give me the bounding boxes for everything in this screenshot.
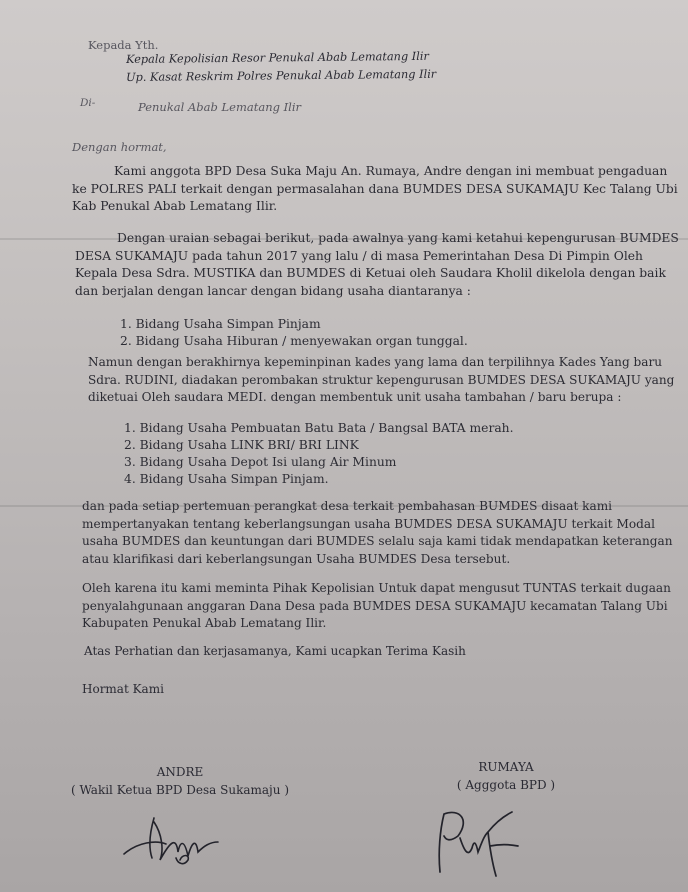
greeting: Dengan hormat, bbox=[72, 140, 167, 154]
signer-left-name: ANDRE bbox=[156, 765, 204, 779]
business-list-2 bbox=[124, 420, 513, 488]
paragraph-5-line: Kabupaten Penukal Abab Lematang Ilir. bbox=[82, 616, 327, 630]
signer-right-role: ( Agggota BPD ) bbox=[456, 778, 556, 792]
di-label: Di- bbox=[80, 97, 96, 109]
paragraph-5-line: Oleh karena itu kami meminta Pihak Kepolisian Untuk dapat mengusut TUNTAS terkait dugaan bbox=[82, 581, 671, 595]
paragraph-4-line: usaha BUMDES dan keuntungan dari BUMDES selalu saja kami tidak mendapatkan keterangan bbox=[82, 534, 673, 548]
to-label: Kepada Yth. bbox=[88, 38, 159, 52]
paragraph-1-line: Kami anggota BPD Desa Suka Maju An. Rumaya, Andre dengan ini membuat pengaduan bbox=[114, 164, 668, 178]
paragraph-4 bbox=[82, 498, 673, 568]
business-list-1 bbox=[120, 316, 468, 350]
paragraph-2-line: Kepala Desa Sdra. MUSTIKA dan BUMDES di Ketuai oleh Saudara Kholil dikelola dengan baik bbox=[75, 266, 666, 280]
paragraph-3-line: Namun dengan berakhirnya kepeminpinan kades yang lama dan terpilihnya Kades Yang baru bbox=[88, 355, 663, 369]
left-signature-image bbox=[118, 812, 228, 872]
paragraph-2-line: DESA SUKAMAJU pada tahun 2017 yang lalu / di masa Pemerintahan Desa Di Pimpin Oleh bbox=[75, 248, 643, 263]
paragraph-4-line: mempertanyakan tentang keberlangsungan usaha BUMDES DESA SUKAMAJU terkait Modal bbox=[82, 516, 655, 531]
list-item: 2. Bidang Usaha Hiburan / menyewakan organ tunggal. bbox=[120, 334, 468, 348]
list-item: 2. Bidang Usaha LINK BRI/ BRI LINK bbox=[124, 438, 359, 452]
paragraph-2-line: Dengan uraian sebagai berikut, pada awalnya yang kami ketahui kepengurusan BUMDES bbox=[117, 231, 679, 245]
recipient-line-1: Kepala Kepolisian Resor Penukal Abab Lematang Ilir bbox=[126, 49, 429, 66]
paragraph-1 bbox=[72, 163, 678, 216]
paragraph-2-line: dan berjalan dengan lancar dengan bidang usaha diantaranya : bbox=[75, 283, 471, 298]
paragraph-1-line: ke POLRES PALI terkait dengan permasalahan dana BUMDES DESA SUKAMAJU Kec Talang Ubi bbox=[72, 181, 678, 196]
paragraph-4-line: dan pada setiap pertemuan perangkat desa terkait pembahasan BUMDES disaat kami bbox=[82, 499, 613, 513]
paragraph-2 bbox=[75, 230, 679, 300]
right-signature-image bbox=[430, 802, 530, 882]
signer-left-role: ( Wakil Ketua BPD Desa Sukamaju ) bbox=[71, 783, 289, 797]
location-line: Penukal Abab Lematang Ilir bbox=[138, 100, 302, 114]
paragraph-3-line: diketuai Oleh saudara MEDI. dengan membentuk unit usaha tambahan / baru berupa : bbox=[88, 390, 622, 404]
list-item: 3. Bidang Usaha Depot Isi ulang Air Minum bbox=[124, 455, 397, 469]
regards: Hormat Kami bbox=[82, 682, 164, 696]
paragraph-5 bbox=[82, 580, 671, 633]
paragraph-3 bbox=[82, 354, 674, 407]
list-item: 1. Bidang Usaha Simpan Pinjam bbox=[120, 317, 321, 331]
list-item: 1. Bidang Usaha Pembuatan Batu Bata / Bangsal BATA merah. bbox=[124, 421, 514, 435]
paragraph-3-line: Sdra. RUDINI, diadakan perombakan struktur kepengurusan BUMDES DESA SUKAMAJU yang bbox=[88, 372, 675, 387]
signer-right-name: RUMAYA bbox=[478, 760, 534, 774]
closing-line: Atas Perhatian dan kerjasamanya, Kami ucapkan Terima Kasih bbox=[84, 644, 466, 658]
paragraph-4-line: atau klarifikasi dari keberlangsungan Usaha BUMDES Desa tersebut. bbox=[82, 551, 511, 566]
list-item: 4. Bidang Usaha Simpan Pinjam. bbox=[124, 472, 329, 486]
paragraph-1-line: Kab Penukal Abab Lematang Ilir. bbox=[72, 199, 278, 213]
paragraph-5-line: penyalahgunaan anggaran Dana Desa pada BUMDES DESA SUKAMAJU kecamatan Talang Ubi bbox=[82, 598, 668, 613]
recipient-line-2: Up. Kasat Reskrim Polres Penukal Abab Lematang Ilir bbox=[126, 67, 437, 84]
